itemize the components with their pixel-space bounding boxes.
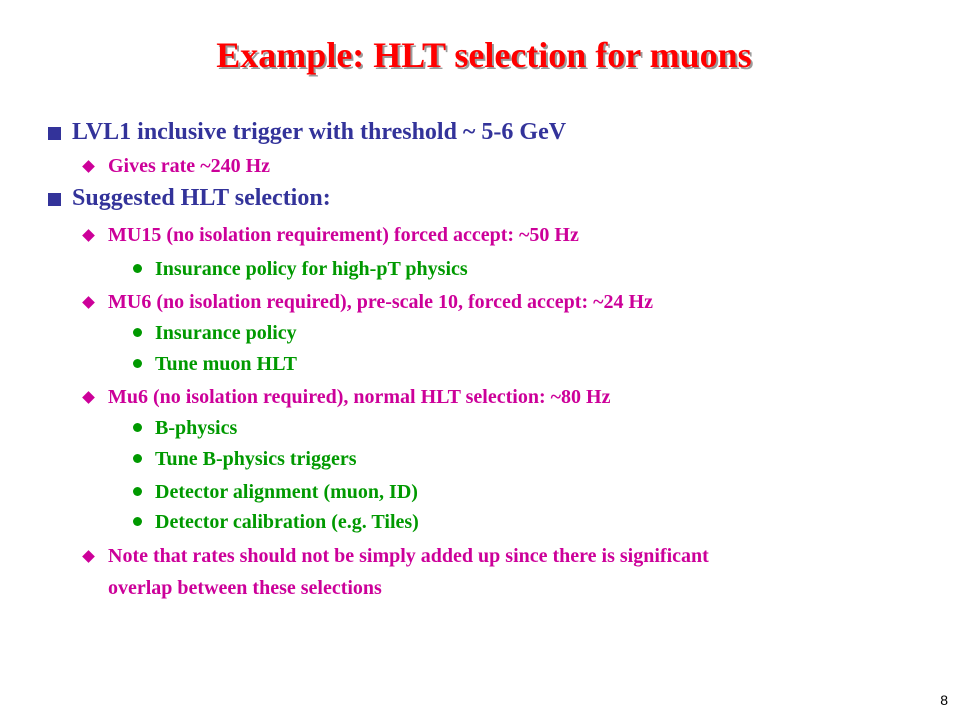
bullet-text: Detector alignment (muon, ID) <box>155 481 418 503</box>
bullet-text: B-physics <box>155 417 238 439</box>
diamond-bullet-icon <box>82 229 95 242</box>
bullet-text: Gives rate ~240 Hz <box>108 155 271 177</box>
slide-title: Example: HLT selection for muons <box>216 35 752 75</box>
bullet-text: MU6 (no isolation required), pre-scale 10, forced accept: ~24 Hz <box>108 291 653 313</box>
bullet-text: Tune muon HLT <box>155 353 297 375</box>
bullet-text: Insurance policy <box>155 322 297 344</box>
bullet-text: LVL1 inclusive trigger with threshold ~ 5-6 GeV <box>72 119 567 145</box>
bullet-text: Note that rates should not be simply added up since there is significant <box>108 545 709 567</box>
dot-bullet-icon <box>133 359 142 368</box>
dot-bullet-icon <box>133 423 142 432</box>
dot-bullet-icon <box>133 517 142 526</box>
square-bullet-icon <box>48 127 61 140</box>
bullet-text: Mu6 (no isolation required), normal HLT selection: ~80 Hz <box>108 386 611 408</box>
dot-bullet-icon <box>133 328 142 337</box>
bullet-text: MU15 (no isolation requirement) forced accept: ~50 Hz <box>108 224 579 246</box>
bullet-text: Insurance policy for high-pT physics <box>155 258 468 280</box>
diamond-bullet-icon <box>82 160 95 173</box>
dot-bullet-icon <box>133 454 142 463</box>
bullet-text: Detector calibration (e.g. Tiles) <box>155 511 419 533</box>
diamond-bullet-icon <box>82 296 95 309</box>
dot-bullet-icon <box>133 264 142 273</box>
dot-bullet-icon <box>133 487 142 496</box>
bullet-text: overlap between these selections <box>108 577 382 599</box>
square-bullet-icon <box>48 193 61 206</box>
diamond-bullet-icon <box>82 391 95 404</box>
diamond-bullet-icon <box>82 550 95 563</box>
bullet-text: Tune B-physics triggers <box>155 448 357 470</box>
page-number: 8 <box>940 692 948 708</box>
bullet-text: Suggested HLT selection: <box>72 185 331 211</box>
